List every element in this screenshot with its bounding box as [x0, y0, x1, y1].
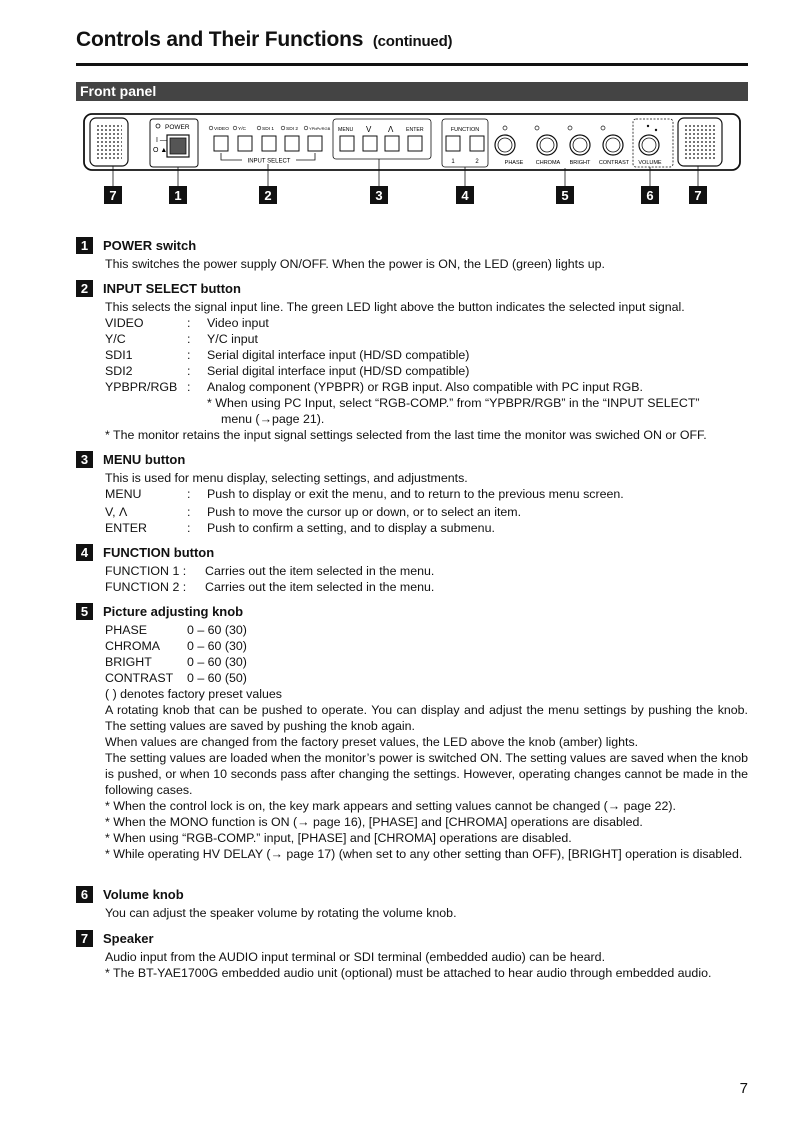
callout-2-text: 2	[264, 188, 272, 203]
contrast-label: CONTRAST	[598, 160, 630, 166]
picture-row-phase: PHASE 0 – 60 (30)	[105, 623, 247, 637]
page-title-continued: (continued)	[372, 33, 453, 50]
down-label: V	[366, 125, 372, 134]
picture-row-contrast: CONTRAST 0 – 60 (50)	[105, 671, 247, 685]
function-2-button[interactable]	[470, 136, 484, 151]
picture-para-1: A rotating knob that can be pushed to operate. You can display and adjust the menu settings by pushing the knob. The setting values are saved by pushing the knob again.	[105, 703, 748, 733]
picture-note-1: * When the control lock is on, the key mark appears and setting values cannot be changed (→ page 22).	[105, 799, 676, 813]
picture-row-chroma: CHROMA 0 – 60 (30)	[105, 639, 247, 653]
chroma-label: CHROMA	[535, 160, 561, 166]
callout-3-text: 3	[375, 188, 383, 203]
video-button[interactable]	[214, 136, 228, 151]
ypbpr-button[interactable]	[308, 136, 322, 151]
menu-row-enter: ENTER : Push to confirm a setting, and to display a submenu.	[105, 521, 495, 535]
input-label-sdi2: SDI 2	[286, 127, 298, 132]
input-row-yc: Y/C : Y/C input	[105, 332, 258, 346]
menu-row-menu: MENU : Push to display or exit the menu, and to return to the previous menu screen.	[105, 487, 624, 501]
function-row-1: FUNCTION 1 : Carries out the item selected in the menu.	[105, 564, 435, 578]
section-bar	[76, 82, 748, 101]
page-title	[76, 28, 452, 52]
menu-row-arrows: V, Λ : Push to move the cursor up or down, or to select an item.	[105, 505, 522, 519]
input-sub-note-cont: menu (→page 21).	[221, 412, 325, 426]
item-title: Picture adjusting knob	[103, 604, 244, 619]
page-title-text: Controls and Their Functions	[76, 28, 364, 51]
section-volume	[76, 886, 748, 921]
item-title: Volume knob	[103, 887, 184, 902]
input-sub-note: * When using PC Input, select “RGB-COMP.” from “YPBPR/RGB” in the “INPUT SELECT”	[207, 396, 700, 410]
section-power	[76, 237, 748, 272]
input-select-label: INPUT SELECT	[247, 158, 291, 165]
section-menu	[76, 451, 748, 536]
input-row-sdi1: SDI1 : Serial digital interface input (HD/SD compatible)	[105, 348, 470, 362]
section-function	[76, 544, 748, 595]
phase-label: PHASE	[504, 160, 524, 166]
power-switch[interactable]	[150, 119, 198, 167]
item-title: Speaker	[103, 931, 154, 946]
item-title: INPUT SELECT button	[103, 281, 241, 296]
title-rule	[76, 63, 748, 66]
item-intro: This selects the signal input line. The green LED light above the button indicates the selected input signal.	[105, 300, 685, 314]
item-number: 5	[76, 603, 93, 620]
function-2-label: 2	[475, 159, 479, 165]
callout-6-text: 6	[646, 188, 654, 203]
function-row-2: FUNCTION 2 : Carries out the item selected in the menu.	[105, 580, 435, 594]
enter-button[interactable]	[408, 136, 422, 151]
item-number: 4	[76, 544, 93, 561]
input-label-yc: Y/C	[238, 127, 246, 132]
sdi1-button[interactable]	[262, 136, 276, 151]
item-number: 1	[76, 237, 93, 254]
item-title: MENU button	[103, 452, 186, 467]
bright-label: BRIGHT	[569, 160, 591, 166]
item-title: FUNCTION button	[103, 545, 215, 560]
item-text: You can adjust the speaker volume by rotating the volume knob.	[105, 906, 457, 920]
svg-text:O ▲: O ▲	[153, 147, 168, 154]
front-panel-diagram	[76, 108, 748, 210]
svg-text:I —: I —	[156, 137, 167, 144]
item-number: 3	[76, 451, 93, 468]
callout-4-text: 4	[461, 188, 469, 203]
function-1-label: 1	[451, 159, 455, 165]
callout-7-left-text: 7	[109, 188, 117, 203]
input-row-sdi2: SDI2 : Serial digital interface input (HD/SD compatible)	[105, 364, 470, 378]
picture-note-4: * While operating HV DELAY (→ page 17) (when set to any other setting than OFF), [BRIGHT] operation is disabled.	[105, 847, 743, 861]
down-button[interactable]	[363, 136, 377, 151]
section-speaker	[76, 930, 748, 981]
volume-label: VOLUME	[638, 160, 662, 166]
picture-para-3: The setting values are loaded when the monitor’s power is switched ON. The setting values are saved when the knob is pushed, or when 10 seconds pass after changing the settings. However, operating changes cannot be made in the following cases.	[105, 751, 748, 797]
item-text: Audio input from the AUDIO input terminal or SDI terminal (embedded audio) can be heard.	[105, 950, 606, 964]
menu-button[interactable]	[340, 136, 354, 151]
up-label: Λ	[388, 125, 394, 134]
enter-label: ENTER	[406, 127, 424, 133]
function-1-button[interactable]	[446, 136, 460, 151]
yc-button[interactable]	[238, 136, 252, 151]
input-row-video: VIDEO : Video input	[105, 316, 269, 330]
up-button[interactable]	[385, 136, 399, 151]
input-note: * The monitor retains the input signal settings selected from the last time the monitor was swiched ON or OFF.	[105, 428, 707, 442]
input-label-video: VIDEO	[214, 127, 229, 132]
section-title: Front panel	[80, 83, 157, 99]
right-speaker	[678, 118, 722, 166]
section-picture	[76, 603, 748, 862]
item-number: 7	[76, 930, 93, 947]
callout-5-text: 5	[561, 188, 569, 203]
item-text: This switches the power supply ON/OFF. When the power is ON, the LED (green) lights up.	[105, 257, 605, 271]
input-label-ypbpr: YPbPr/RGB	[309, 126, 331, 131]
picture-para-2: When values are changed from the factory preset values, the LED above the knob (amber) lights.	[105, 735, 639, 749]
picture-note-2: * When the MONO function is ON (→ page 16), [PHASE] and [CHROMA] operations are disabled.	[105, 815, 643, 829]
left-speaker	[90, 118, 128, 166]
item-number: 6	[76, 886, 93, 903]
item-intro: This is used for menu display, selecting settings, and adjustments.	[105, 471, 468, 485]
speaker-note: * The BT-YAE1700G embedded audio unit (optional) must be attached to hear audio through embedded audio.	[105, 966, 712, 980]
picture-preset: ( ) denotes factory preset values	[105, 687, 282, 701]
picture-note-3: * When using “RGB-COMP.” input, [PHASE] and [CHROMA] operations are disabled.	[105, 831, 572, 845]
callout-1-text: 1	[174, 188, 182, 203]
section-input-select	[76, 280, 748, 443]
picture-row-bright: BRIGHT 0 – 60 (30)	[105, 655, 247, 669]
input-row-ypbpr: YPBPR/RGB : Analog component (YPBPR) or RGB input. Also compatible with PC input RGB.	[105, 380, 643, 394]
sdi2-button[interactable]	[285, 136, 299, 151]
page-number: 7	[739, 1080, 748, 1097]
item-number: 2	[76, 280, 93, 297]
callout-7-right-text: 7	[694, 188, 702, 203]
menu-label: MENU	[338, 127, 354, 133]
input-label-sdi1: SDI 1	[262, 127, 274, 132]
item-title: POWER switch	[103, 238, 197, 253]
power-label: POWER	[165, 124, 190, 131]
function-label: FUNCTION	[450, 127, 480, 133]
